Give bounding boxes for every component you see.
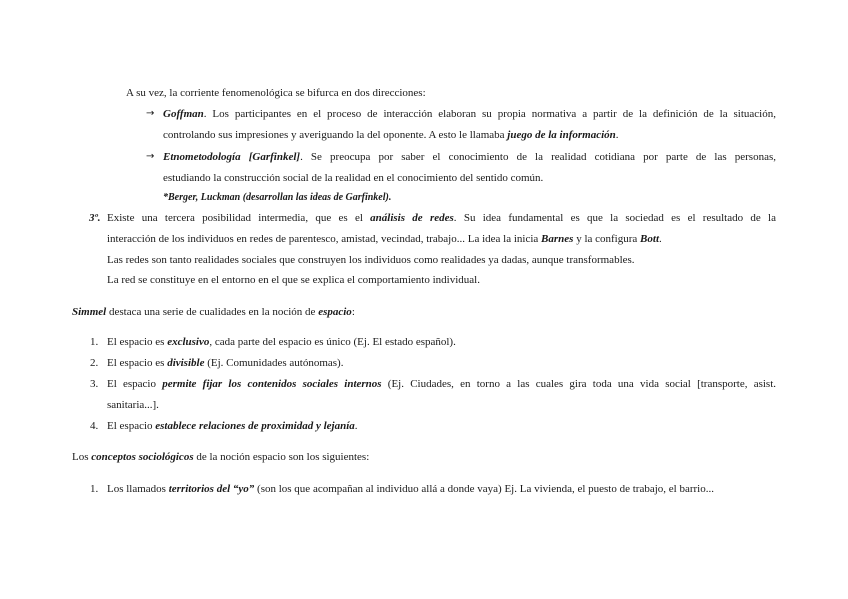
tercera-text-post: . Su idea fundamental es que la sociedad es el resultado de la: [453, 212, 776, 224]
item-text-post: , cada parte del espacio es único (Ej. El estado español).: [209, 336, 456, 348]
intro-text: A su vez, la corriente fenomenológica se bifurca en dos direcciones:: [126, 87, 426, 99]
etnometodologia-paragraph: [163, 150, 776, 164]
tercera-text-4: La red se constituye en el entorno en el que se explica el comportamiento individual.: [107, 274, 480, 286]
arrow-icon: →: [146, 108, 155, 119]
goffman-text-2: controlando sus impresiones y averiguando la del oponente. A esto le llamaba: [163, 129, 508, 141]
list-item: [107, 356, 343, 370]
goffman-end: .: [615, 129, 619, 141]
goffman-name: Goffman: [163, 108, 204, 120]
conceptos-text: Los: [72, 451, 92, 463]
territorios-text: Los llamados: [107, 483, 169, 495]
territorios-item: [107, 482, 714, 496]
conceptos-term: conceptos sociológicos: [91, 451, 194, 463]
list-number: 1.: [90, 336, 99, 348]
list-item: [107, 335, 456, 349]
etnometodologia-text: . Se preocupa por saber el conocimiento de la realidad cotidiana por parte de las personas,: [300, 151, 776, 163]
list-item: [107, 419, 358, 433]
tercera-text-2: interacción de los individuos en redes de parentesco, amistad, vecindad, trabajo... La idea la inicia: [107, 233, 542, 245]
bott-name: Bott: [640, 233, 659, 245]
conceptos-text-post: de la noción espacio son los siguientes:: [193, 451, 370, 463]
item-term: permite fijar los contenidos sociales internos: [162, 378, 382, 390]
analisis-redes-term: análisis de redes: [370, 212, 454, 224]
simmel-end: :: [351, 306, 355, 318]
item-term: exclusivo: [167, 336, 210, 348]
tercera-paragraph: [107, 211, 776, 225]
tercera-text-mid: y la configura: [573, 233, 641, 245]
item-text: El espacio es: [107, 357, 168, 369]
simmel-paragraph: [72, 305, 355, 319]
tercera-text-3: Las redes son tanto realidades sociales que construyen los individuos como realidades ya dadas, aunque transformables.: [107, 254, 635, 266]
goffman-paragraph: [163, 107, 776, 121]
item-text: El espacio es: [107, 336, 168, 348]
item-term: establece relaciones de proximidad y lejanía: [155, 420, 355, 432]
item-text: El espacio: [107, 420, 156, 432]
etnometodologia-text-2: estudiando la construcción social de la realidad en el conocimiento del sentido común.: [163, 172, 544, 184]
item-text: El espacio: [107, 378, 163, 390]
item-text-post: (Ej. Comunidades autónomas).: [204, 357, 344, 369]
simmel-text: destaca una serie de cualidades en la noción de: [106, 306, 319, 318]
list-number: 2.: [90, 357, 99, 369]
conceptos-paragraph: [72, 450, 369, 464]
list-number: 1.: [90, 483, 99, 495]
item-term: divisible: [167, 357, 205, 369]
list-number: 3.: [90, 378, 99, 390]
tercera-text: Existe una tercera posibilidad intermedia, que es el: [107, 212, 371, 224]
list-item-cont: sanitaria...].: [107, 399, 159, 411]
item-text-post: (Ej. Ciudades, en torno a las cuales gira toda una vida social [transporte, asist.: [381, 378, 776, 390]
list-item: [107, 377, 776, 391]
barnes-name: Barnes: [541, 233, 574, 245]
territorios-text-post: (son los que acompañan al individuo allá a donde vaya) Ej. La vivienda, el puesto de trabajo, el barrio...: [254, 483, 714, 495]
item-text-post: .: [354, 420, 358, 432]
goffman-paragraph-cont: [163, 128, 619, 142]
territorios-term: territorios del “yo”: [168, 483, 255, 495]
simmel-name: Simmel: [72, 306, 107, 318]
etnometodologia-name: Etnometodología [Garfinkel]: [163, 151, 301, 163]
tercera-paragraph-2: [107, 232, 662, 246]
tercera-marker: 3º.: [89, 212, 101, 224]
goffman-text: . Los participantes en el proceso de interacción elaboran su propia normativa a partir de la definición de la situación,: [203, 108, 776, 120]
tercera-end: .: [659, 233, 662, 245]
list-number: 4.: [90, 420, 99, 432]
arrow-icon: →: [146, 151, 155, 162]
espacio-term: espacio: [318, 306, 352, 318]
juego-informacion-term: juego de la información: [507, 129, 616, 141]
berger-luckman-note: *Berger, Luckman (desarrollan las ideas de Garfinkel).: [163, 192, 392, 203]
